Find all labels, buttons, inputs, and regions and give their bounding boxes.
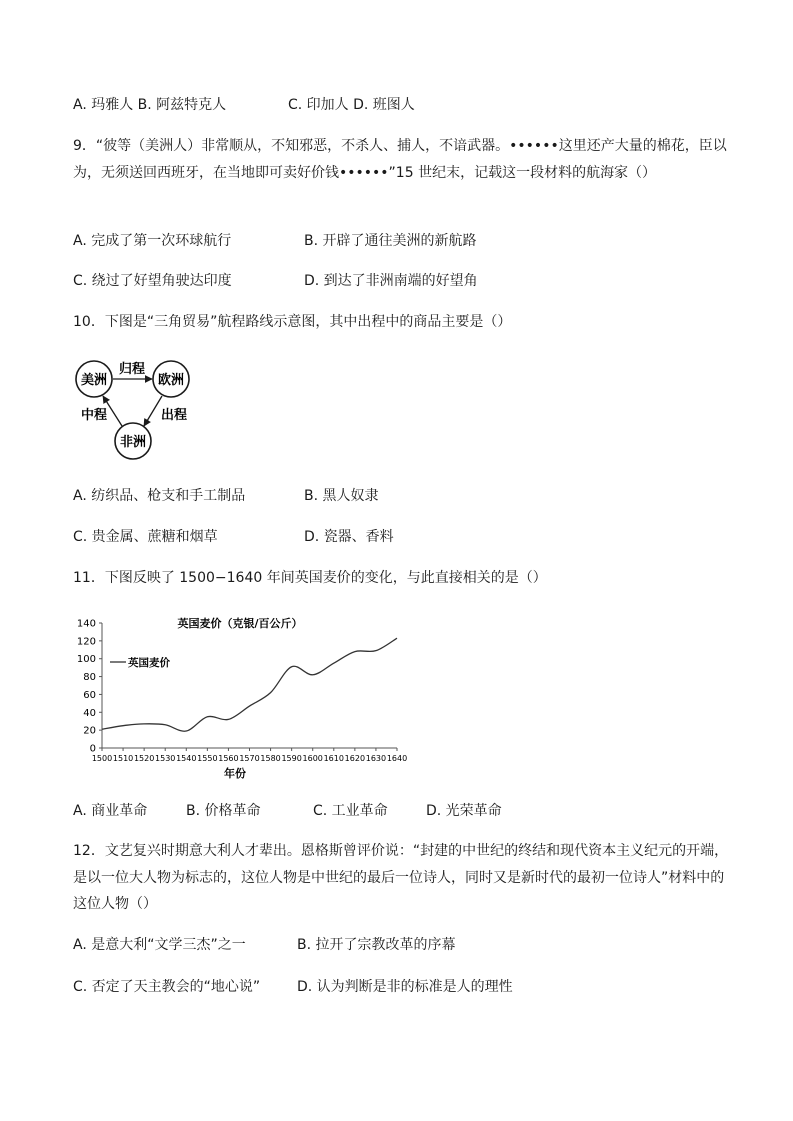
q9-option-b: B. 开辟了通往美洲的新航路 [304,233,477,249]
q12-stem: 12．文艺复兴时期意大利人才辈出。恩格斯曾评价说：“封建的中世纪的终结和现代资本主义纪元的开端，是以一位大人物为标志的，这位人物是中世纪的最后一位诗人，同时又是新时代的最初一位诗人”材料中的这位人物（） [73,843,729,912]
x-tick-label: 1620 [344,754,366,763]
arrow-out [144,396,162,426]
chart-title: 英国麦价（克银/百公斤） [177,617,303,630]
q11-option-b: B. 价格革命 [186,803,261,819]
label-middle: 中程 [80,408,108,423]
y-tick-label: 60 [83,689,96,701]
q11-option-a: A. 商业革命 [73,803,148,819]
x-tick-label: 1500 [91,754,113,763]
q10-option-a: A. 纺织品、枪支和手工制品 [73,488,246,504]
q10-option-b: B. 黑人奴隶 [304,488,379,504]
x-tick-label: 1610 [323,754,344,763]
x-tick-label: 1630 [365,754,387,763]
node-europe-label: 欧洲 [157,373,185,388]
y-tick-label: 40 [83,707,96,719]
y-tick-label: 20 [83,725,96,737]
q10-option-c: C. 贵金属、蔗糖和烟草 [73,529,218,545]
x-tick-label: 1560 [218,754,239,763]
x-tick-label: 1590 [281,754,302,763]
chart-xlabel: 年份 [224,767,246,780]
q11-option-c: C. 工业革命 [313,803,388,819]
series-line-wheat-price [102,638,397,731]
q9-option-c: C. 绕过了好望角驶达印度 [73,273,232,289]
x-tick-label: 1540 [176,754,197,763]
y-tick-label: 80 [83,672,96,684]
x-tick-label: 1520 [133,754,155,763]
legend-label: 英国麦价 [128,657,170,669]
y-tick-label: 0 [89,743,96,755]
x-tick-label: 1570 [239,754,260,763]
y-tick-label: 140 [76,618,96,630]
y-tick-label: 120 [76,636,96,648]
label-out: 出程 [160,408,188,423]
wheat-price-chart [60,605,410,785]
x-tick-label: 1550 [197,754,218,763]
q11-option-d: D. 光荣革命 [426,803,502,819]
x-tick-label: 1530 [155,754,176,763]
label-return: 归程 [118,362,146,377]
q12-option-a: A. 是意大利“文学三杰”之一 [73,937,246,953]
q9-option-d: D. 到达了非洲南端的好望角 [304,273,478,289]
x-tick-label: 1600 [302,754,323,763]
q11-stem: 11．下图反映了 1500−1640 年间英国麦价的变化，与此直接相关的是（） [73,570,547,586]
q9-stem: 9．“彼等（美洲人）非常顺从，不知邪恶，不杀人、捕人，不谙武器。••••••这里还产大量的棉花，臣以为，无须送回西班牙，在当地即可卖好价钱••••••”15 世纪末，记载这一段材料的航海家（） [73,138,727,181]
q10-option-d: D. 瓷器、香料 [304,529,394,545]
q12-option-c: C. 否定了天主教会的“地心说” [73,979,261,995]
q12-option-d: D. 认为判断是非的标准是人的理性 [297,979,513,995]
x-tick-label: 1510 [112,754,134,763]
q12-option-b: B. 拉开了宗教改革的序幕 [297,937,456,953]
x-tick-label: 1640 [386,754,408,763]
q8-option-a: A. 玛雅人 B. 阿兹特克人 [73,97,227,113]
q8-option-c: C. 印加人 D. 班图人 [288,97,415,113]
q10-stem: 10．下图是“三角贸易”航程路线示意图，其中出程中的商品主要是（） [73,314,512,330]
q9-option-a: A. 完成了第一次环球航行 [73,233,232,249]
y-tick-label: 100 [76,654,96,666]
triangle-trade-diagram [60,350,210,470]
x-tick-label: 1580 [260,754,281,763]
node-america-label: 美洲 [80,373,108,388]
node-africa-label: 非洲 [119,435,147,450]
